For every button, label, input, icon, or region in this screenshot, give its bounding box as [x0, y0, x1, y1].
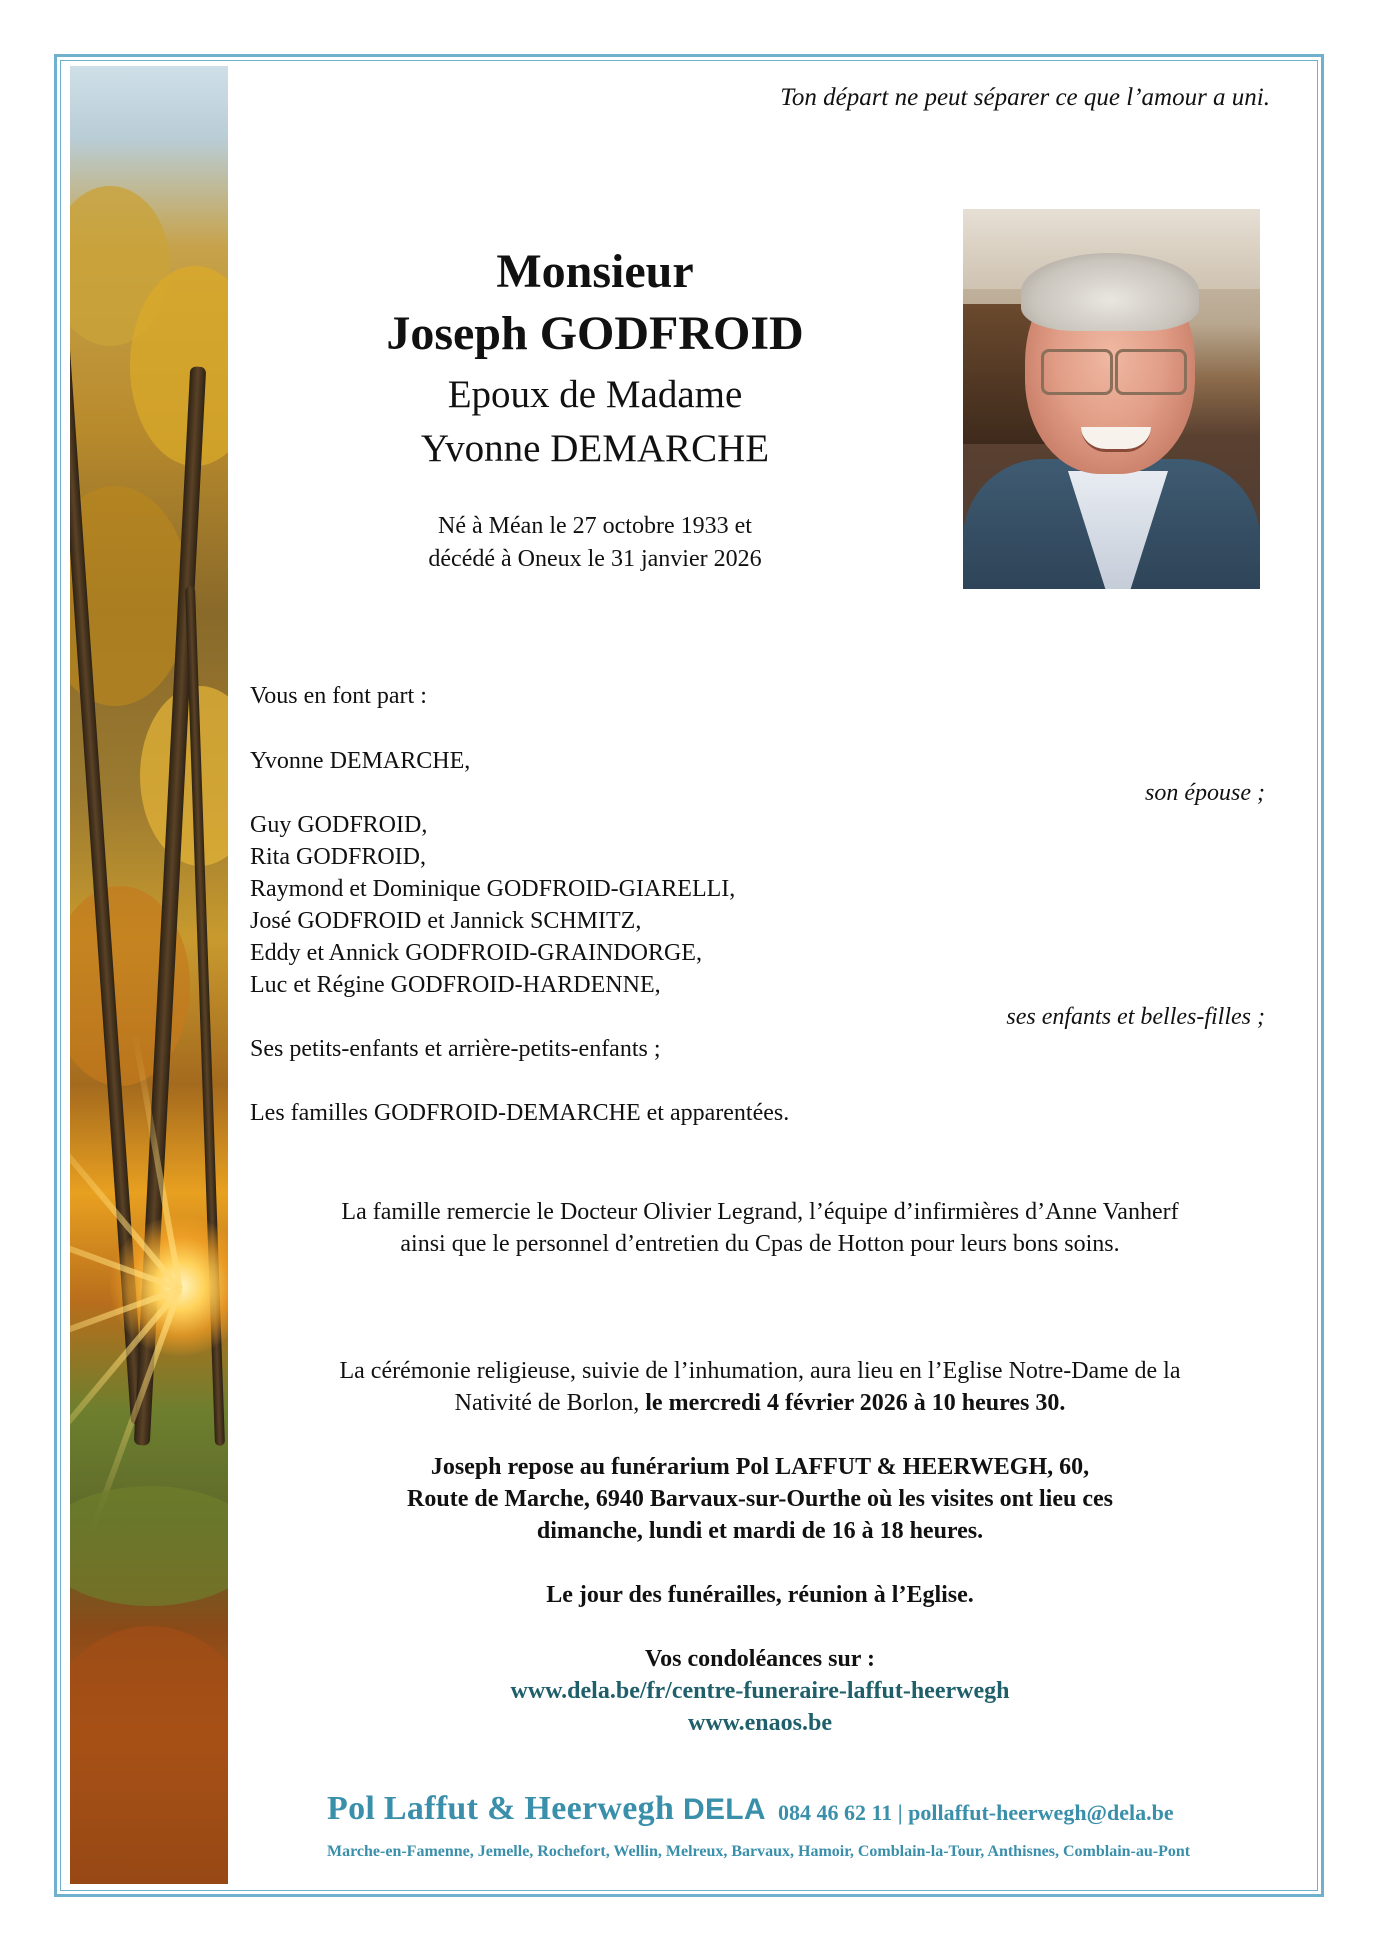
child-entry: José GODFROID et Jannick SCHMITZ, [250, 908, 642, 934]
ceremony-line: La cérémonie religieuse, suivie de l’inhumation, aura lieu en l’Eglise Notre-Dame de la [339, 1358, 1181, 1384]
repose-line: dimanche, lundi et mardi de 16 à 18 heures. [536, 1518, 984, 1544]
child-entry: Eddy et Annick GODFROID-GRAINDORGE, [250, 940, 702, 966]
funeral-home-locations: Marche-en-Famenne, Jemelle, Rochefort, Wellin, Melreux, Barvaux, Hamoir, Comblain-la-Tour, Anthisnes, Comblain-au-Pont [327, 1843, 1191, 1860]
thanks-line: La famille remercie le Docteur Olivier Legrand, l’équipe d’infirmières d’Anne Vanherf [341, 1199, 1179, 1225]
child-entry: Guy GODFROID, [250, 812, 428, 838]
spouse-role: son épouse ; [1145, 780, 1265, 806]
children-role: ses enfants et belles-filles ; [1006, 1004, 1265, 1030]
child-entry: Luc et Régine GODFROID-HARDENNE, [250, 972, 661, 998]
dela-logo: DELA [682, 1793, 766, 1826]
honorific: Monsieur [496, 245, 694, 298]
families-line: Les familles GODFROID-DEMARCHE et apparentées. [250, 1100, 790, 1126]
condolences-link-enaos[interactable]: www.enaos.be [687, 1710, 832, 1736]
child-entry: Raymond et Dominique GODFROID-GIARELLI, [250, 876, 736, 902]
condolences-block [240, 1643, 1280, 1739]
funeral-home-logo [327, 1790, 766, 1828]
thanks-line: ainsi que le personnel d’entretien du Cpas de Hotton pour leurs bons soins. [400, 1231, 1120, 1257]
birth-line: Né à Méan le 27 octobre 1933 et [438, 513, 752, 539]
brand-name: Pol Laffut & Heerwegh [327, 1790, 675, 1827]
deceased-name: Joseph GODFROID [386, 307, 804, 360]
repose-paragraph [240, 1451, 1280, 1547]
repose-line: Joseph repose au funérarium Pol LAFFUT & HEERWEGH, 60, [430, 1454, 1090, 1480]
ceremony-paragraph [240, 1355, 1280, 1419]
ceremony-place: Nativité de Borlon, [454, 1390, 646, 1416]
autumn-tree-strip-image [70, 66, 228, 1884]
grandchildren-line: Ses petits-enfants et arrière-petits-enfants ; [250, 1036, 661, 1062]
repose-line: Route de Marche, 6940 Barvaux-sur-Ourthe où les visites ont lieu ces [407, 1486, 1113, 1512]
ceremony-line [240, 1387, 1280, 1419]
birth-death-info [300, 510, 890, 576]
thanks-paragraph [240, 1196, 1280, 1260]
spouse-label: Epoux de Madame [447, 373, 743, 416]
spouse-name: Yvonne DEMARCHE [420, 427, 770, 470]
announcement-intro: Vous en font part : [250, 683, 427, 709]
condolences-link-dela[interactable]: www.dela.be/fr/centre-funeraire-laffut-heerwegh [510, 1678, 1010, 1704]
funeral-home-contact: 084 46 62 11 | pollaffut-heerwegh@dela.be [778, 1800, 1174, 1825]
memorial-quote: Ton départ ne peut séparer ce que l’amour a uni. [780, 84, 1270, 111]
ceremony-date: le mercredi 4 février 2026 à 10 heures 30. [645, 1390, 1066, 1416]
portrait-photo [963, 209, 1260, 589]
death-line: décédé à Oneux le 31 janvier 2026 [428, 546, 762, 572]
meeting-line: Le jour des funérailles, réunion à l’Eglise. [546, 1582, 974, 1608]
child-entry: Rita GODFROID, [250, 844, 427, 870]
condolences-label: Vos condoléances sur : [644, 1646, 876, 1672]
spouse-entry: Yvonne DEMARCHE, [250, 748, 471, 774]
